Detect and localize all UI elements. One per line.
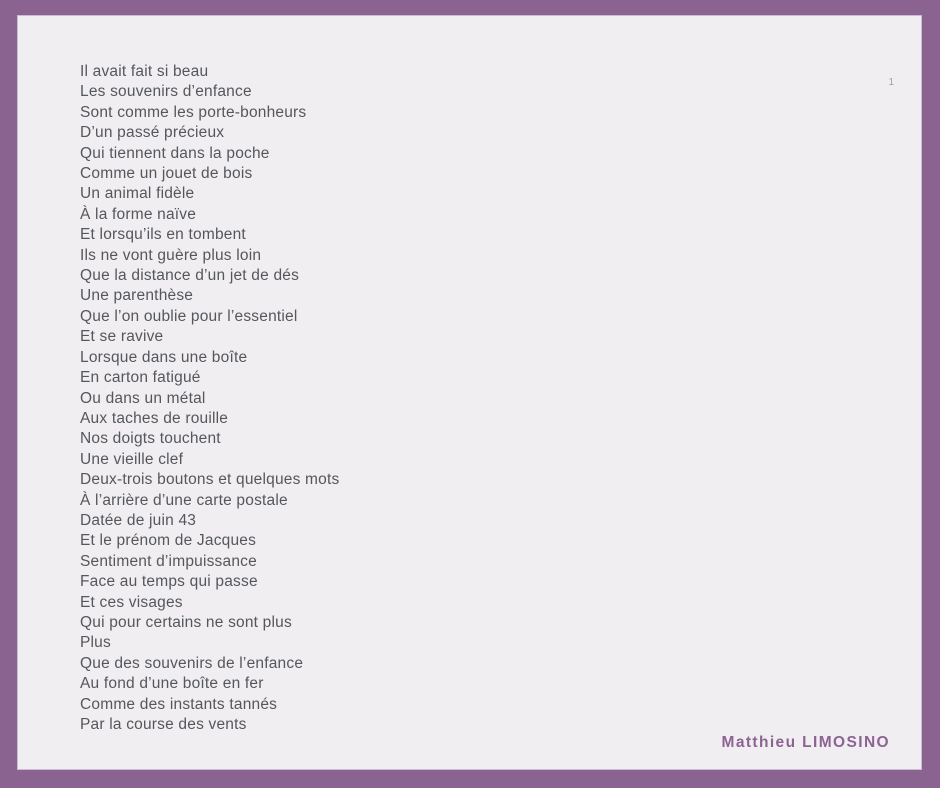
poem-line: Datée de juin 43 xyxy=(80,511,197,529)
poem-line: Deux-trois boutons et quelques mots xyxy=(80,471,340,489)
poem-line: Les souvenirs d’enfance xyxy=(80,83,252,101)
poem-line: Par la course des vents xyxy=(80,716,247,733)
poem-line: Que des souvenirs de l’enfance xyxy=(80,654,304,672)
page-number: 1 xyxy=(888,77,894,88)
poem-line: Et se ravive xyxy=(80,328,164,346)
poem-line: Et lorsqu’ils en tombent xyxy=(80,226,246,244)
poem-page xyxy=(18,16,921,769)
poem-line: Et le prénom de Jacques xyxy=(80,532,257,550)
poem-line: Et ces visages xyxy=(80,593,183,611)
poem-line: En carton fatigué xyxy=(80,369,201,387)
author-signature: Matthieu LIMOSINO xyxy=(721,734,890,751)
poem-line: Ils ne vont guère plus loin xyxy=(80,246,262,264)
poem-line: À la forme naïve xyxy=(80,205,197,223)
poem-line: Une parenthèse xyxy=(80,287,194,305)
poem-line: Plus xyxy=(80,634,111,652)
poem-line: Un animal fidèle xyxy=(80,185,195,203)
poem-line: Au fond d’une boîte en fer xyxy=(80,675,264,693)
poem-line: Lorsque dans une boîte xyxy=(80,348,248,366)
poem-line: Nos doigts touchent xyxy=(80,430,221,448)
poem-line: Sentiment d’impuissance xyxy=(80,552,257,570)
poem-text xyxy=(80,62,339,735)
poem-line: Une vieille clef xyxy=(80,450,184,468)
poem-line: Que la distance d’un jet de dés xyxy=(80,267,300,285)
poem-line: Comme des instants tannés xyxy=(80,695,278,713)
poem-line: Qui pour certains ne sont plus xyxy=(80,613,292,631)
poem-line: Il avait fait si beau xyxy=(80,63,209,80)
poem-line: À l’arrière d’une carte postale xyxy=(80,491,288,509)
poem-line: Que l’on oublie pour l’essentiel xyxy=(80,307,298,325)
poem-line: Ou dans un métal xyxy=(80,389,206,407)
poem-line: Face au temps qui passe xyxy=(80,573,258,591)
poem-line: Aux taches de rouille xyxy=(80,409,229,427)
poem-line: Sont comme les porte-bonheurs xyxy=(80,103,307,121)
poem-line: Comme un jouet de bois xyxy=(80,165,253,183)
poem-line: D’un passé précieux xyxy=(80,124,225,142)
poem-line: Qui tiennent dans la poche xyxy=(80,144,270,162)
